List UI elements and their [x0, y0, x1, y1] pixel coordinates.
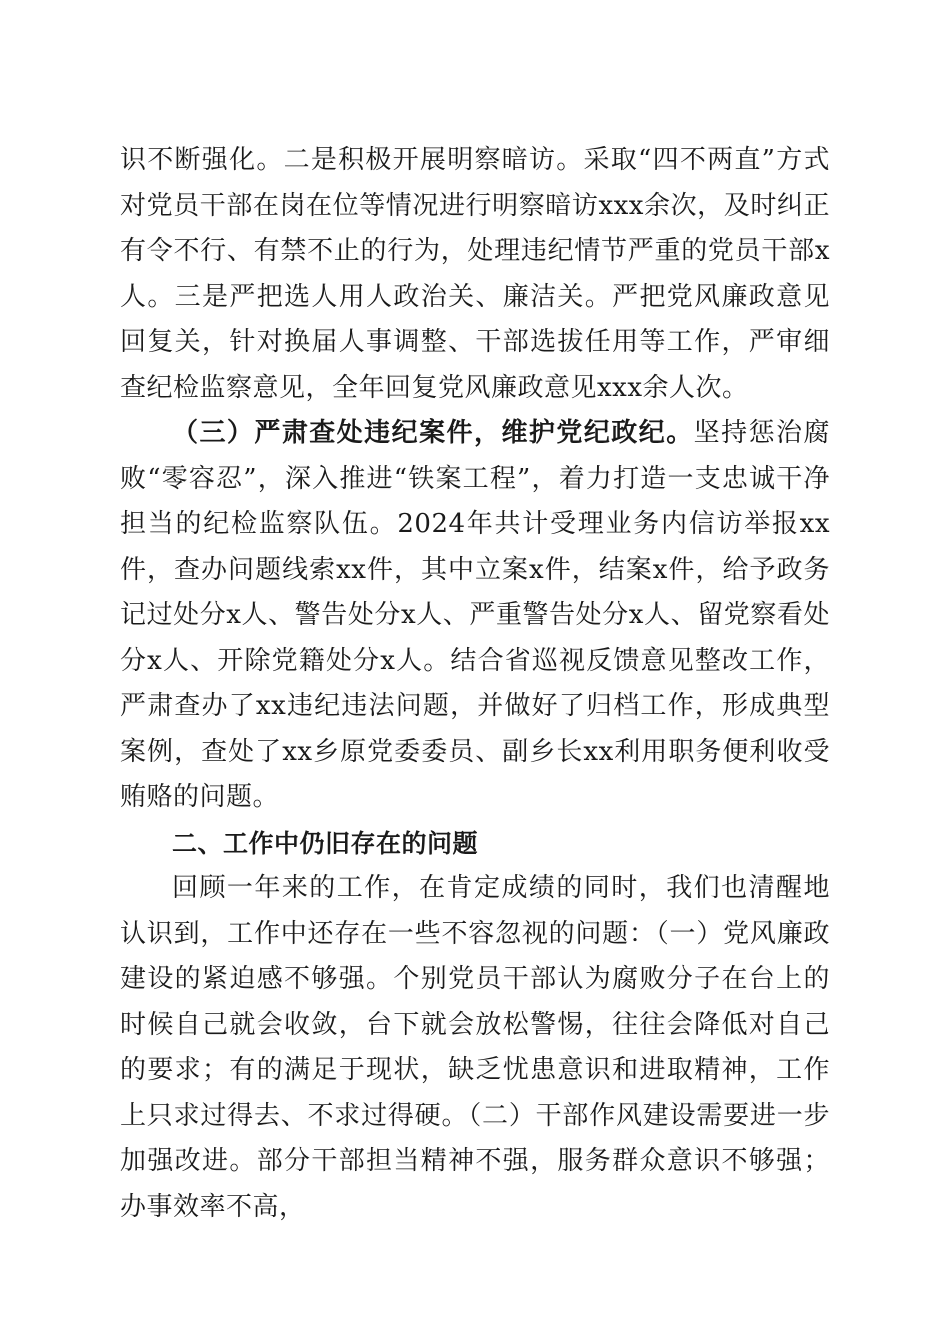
paragraph-section-three	[120, 411, 830, 821]
document-page	[120, 138, 830, 1230]
section-heading-problems: 二、工作中仍旧存在的问题	[172, 828, 479, 858]
paragraph-continuation: 识不断强化。二是积极开展明察暗访。采取“四不两直”方式对党员干部在岗在位等情况进行明察暗访xxx余次，及时纠正有令不行、有禁不止的行为，处理违纪情节严重的党员干部x人。三是严把选人用人政治关、廉洁关。严把党风廉政意见回复关，针对换届人事调整、干部选拔任用等工作，严审细查纪检监察意见，全年回复党风廉政意见xxx余人次。	[120, 145, 830, 403]
section-three-body: 坚持惩治腐败“零容忍”，深入推进“铁案工程”，着力打造一支忠诚干净担当的纪检监察队伍。2024年共计受理业务内信访举报xx件，查办问题线索xx件，其中立案x件，结案x件，给予政务记过处分x人、警告处分x人、严重警告处分x人、留党察看处分x人、开除党籍处分x人。结合省巡视反馈意见整改工作，严肃查办了xx违纪违法问题，并做好了归档工作，形成典型案例，查处了xx乡原党委委员、副乡长xx利用职务便利收受贿赂的问题。	[120, 418, 830, 812]
paragraph-problems: 回顾一年来的工作，在肯定成绩的同时，我们也清醒地认识到，工作中还存在一些不容忽视的问题：（一）党风廉政建设的紧迫感不够强。个别党员干部认为腐败分子在台上的时候自己就会收敛，台下就会放松警惕，往往会降低对自己的要求；有的满足于现状，缺乏忧患意识和进取精神，工作上只求过得去、不求过得硬。（二）干部作风建设需要进一步加强改进。部分干部担当精神不强，服务群众意识不够强；办事效率不高，	[120, 873, 830, 1222]
section-three-lead: （三）严肃查处违纪案件，维护党纪政纪。	[172, 418, 694, 448]
